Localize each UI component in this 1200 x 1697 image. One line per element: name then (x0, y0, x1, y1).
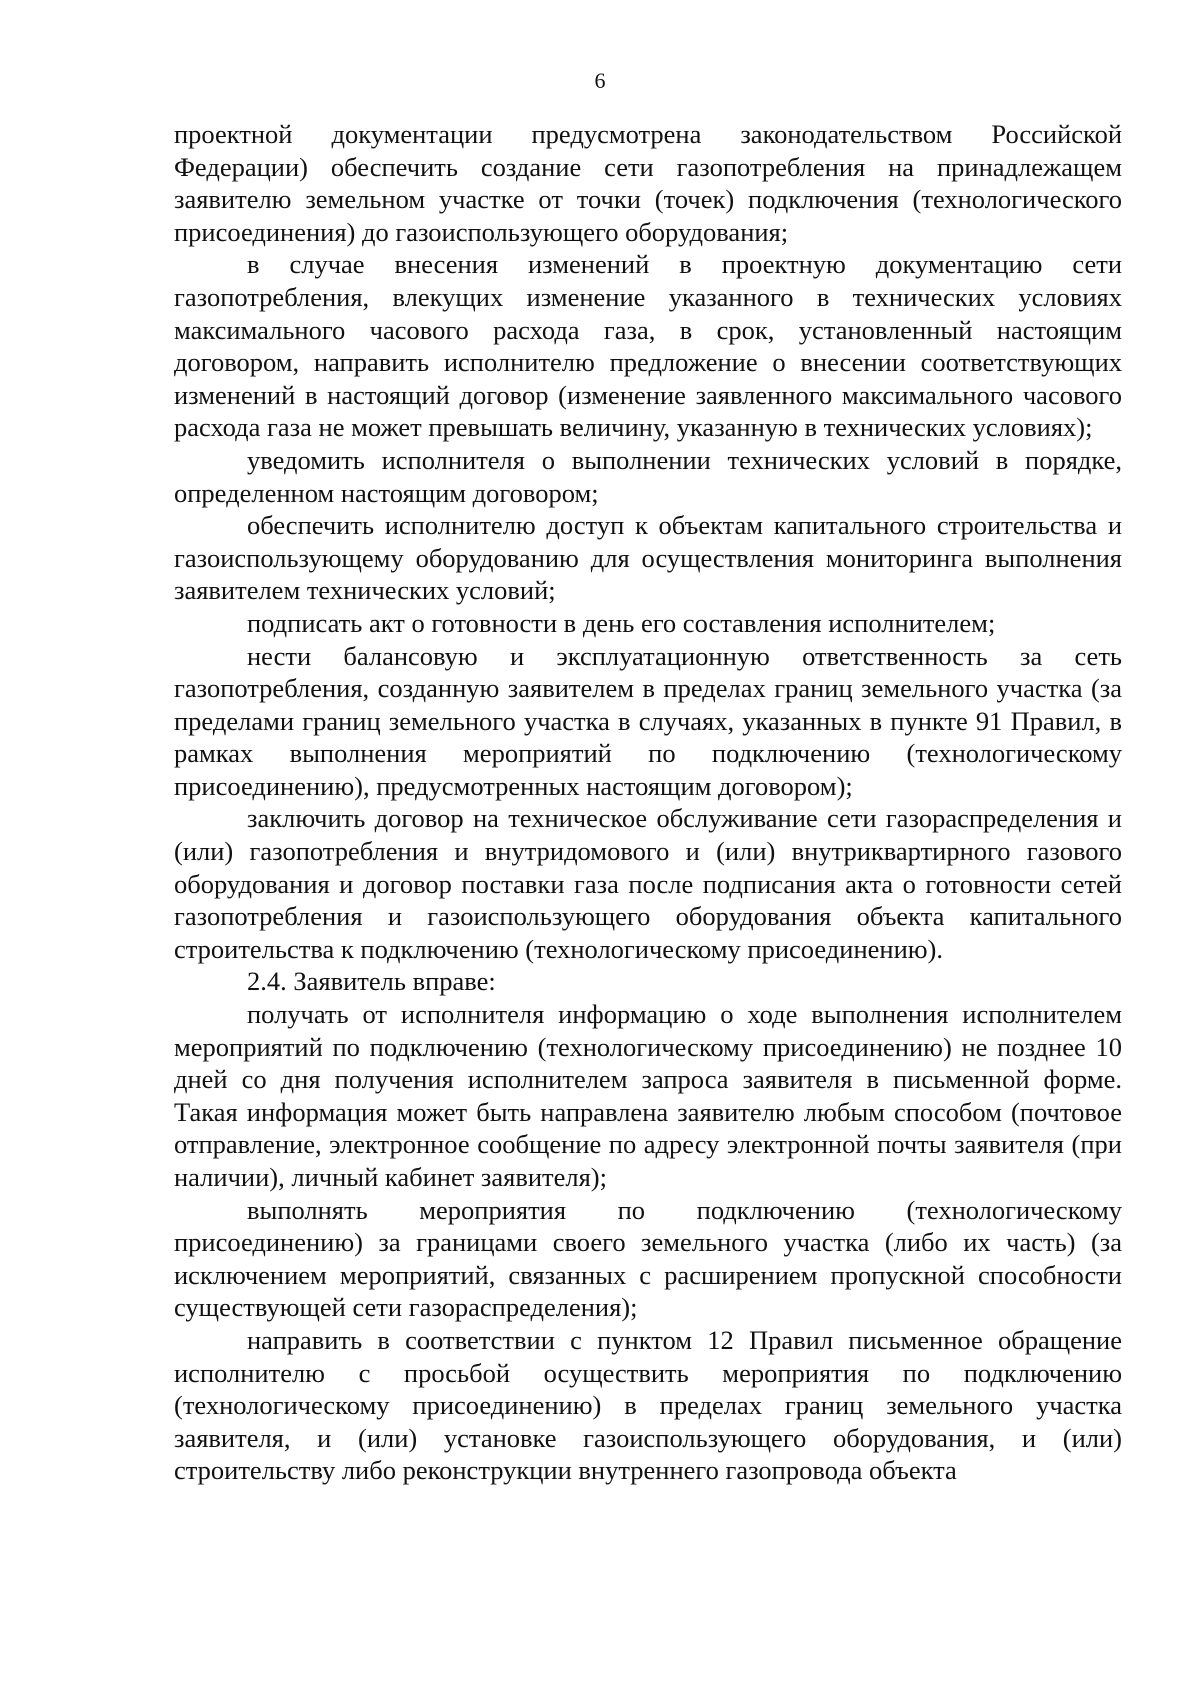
paragraph: в случае внесения изменений в проектную документацию сети газопотребления, влекущих изменение указанного в технических условиях максимального часового расхода газа, в срок, установленный настоящим договором, направить исполнителю предложение о внесении соответствующих изменений в настоящий договор (изменение заявленного максимального часового расхода газа не может превышать величину, указанную в технических условиях); (174, 249, 1122, 443)
paragraph: обеспечить исполнителю доступ к объектам капитального строительства и газоиспользующему оборудованию для осуществления мониторинга выполнения заявителем технических условий; (174, 510, 1122, 606)
section-heading: 2.4. Заявитель вправе: (247, 966, 496, 997)
document-body (174, 118, 1122, 1487)
paragraph: заключить договор на техническое обслуживание сети газораспределения и (или) газопотребления и внутридомового и (или) внутриквартирного газового оборудования и договор поставки газа после подписания акта о готовности сетей газопотребления и газоиспользующего оборудования объекта капитального строительства к подключению (технологическому присоединению). (174, 803, 1122, 964)
page-number: 6 (594, 68, 606, 93)
paragraph: проектной документации предусмотрена законодательством Российской Федерации) обеспечить создание сети газопотребления на принадлежащем заявителю земельном участке от точки (точек) подключения (технологического присоединения) до газоиспользующего оборудования; (174, 119, 1122, 247)
paragraph: нести балансовую и эксплуатационную ответственность за сеть газопотребления, созданную заявителем в пределах границ земельного участка (за пределами границ земельного участка в случаях, указанных в пункте 91 Правил, в рамках выполнения мероприятий по подключению (технологическому присоединению), предусмотренных настоящим договором); (174, 640, 1122, 801)
paragraph: выполнять мероприятия по подключению (технологическому присоединению) за границами своего земельного участка (либо их часть) (за исключением мероприятий, связанных с расширением пропускной способности существующей сети газораспределения); (174, 1194, 1122, 1323)
paragraph: подписать акт о готовности в день его составления исполнителем; (247, 607, 996, 638)
paragraph: направить в соответствии с пунктом 12 Правил письменное обращение исполнителю с просьбой осуществить мероприятия по подключению (технологическому присоединению) в пределах границ земельного участка заявителя, и (или) установке газоиспользующего оборудования, и (или) строительству либо реконструкции внутреннего газопровода объекта (174, 1324, 1122, 1486)
paragraph: получать от исполнителя информацию о ходе выполнения исполнителем мероприятий по подключению (технологическому присоединению) не позднее 10 дней со дня получения исполнителем запроса заявителя в письменной форме. Такая информация может быть направлена заявителю любым способом (почтовое отправление, электронное сообщение по адресу электронной почты заявителя (при наличии), личный кабинет заявителя); (174, 999, 1122, 1192)
paragraph: уведомить исполнителя о выполнении технических условий в порядке, определенном настоящим договором; (174, 444, 1122, 508)
